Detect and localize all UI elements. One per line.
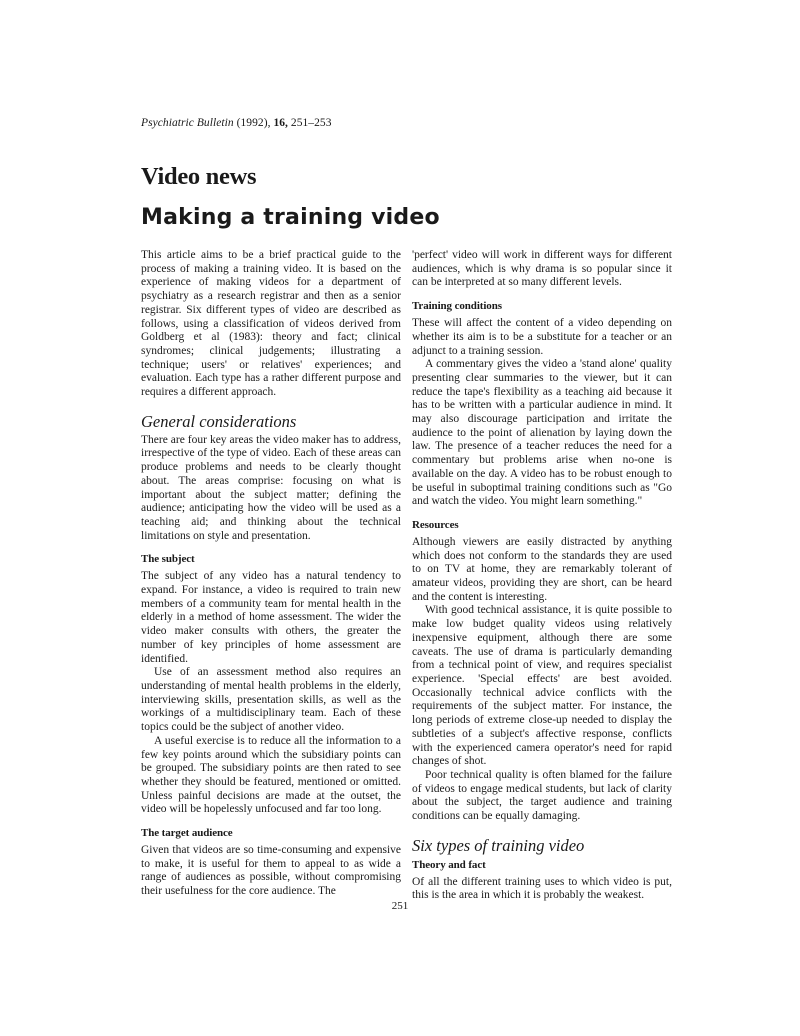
subject-paragraph-1: The subject of any video has a natural tendency to expand. For instance, a video is required to train new members of a community team for mental health in the elderly in a method of home assessment. The wider the video maker consults with others, the greater the number of key principles of home assessment are identified. (141, 570, 401, 665)
theory-and-fact-heading: Theory and fact (412, 858, 486, 871)
resources-paragraph-1: Although viewers are easily distracted by anything which does not conform to the standards they are used to on TV at home, they are remarkably tolerant of amateur videos, providing they are short, can be heard and the content is interesting. (412, 535, 672, 603)
general-considerations-heading: General considerations (141, 411, 297, 431)
theory-paragraph: Of all the different training uses to which video is put, this is the area in which it is probably the weakest. (412, 875, 672, 902)
resources-heading: Resources (412, 518, 459, 531)
journal-volume: 16, (273, 117, 288, 129)
subject-paragraph-3: A useful exercise is to reduce all the information to a few key points around which the subsidiary points can be grouped. The subsidiary points are then rated to see whether they should be featured, mentioned or omitted. Unless painful decisions are made at the outset, the video will be hopelessly unfocused and far too long. (141, 734, 401, 816)
target-audience-heading: The target audience (141, 827, 233, 840)
journal-name: Psychiatric Bulletin (141, 117, 234, 129)
page-number: 251 (391, 900, 409, 912)
resources-paragraph-3: Poor technical quality is often blamed for the failure of videos to engage medical students, but lack of clarity about the subject, the target audience and training conditions can be equally damaging. (412, 768, 672, 823)
six-types-heading: Six types of training video (412, 835, 585, 855)
intro-paragraph: This article aims to be a brief practical guide to the process of making a training video. It is based on the experience of making videos for a department of psychiatry as a research registrar and then as a senior registrar. Six different types of video are described as follows, using a classification of videos derived from Goldberg et al (1983): theory and fact; clinical syndromes; clinical judgements; illustrating a technique; users' or relatives' experiences; and evaluation. Each type has a rather different purpose and requires a different approach. (141, 249, 401, 399)
article-title: Making a training video (141, 205, 440, 230)
conditions-paragraph-2: A commentary gives the video a 'stand alone' quality presenting clear summaries to the viewer, but it can reduce the tape's flexibility as a teaching aid because it has to be written with a particular audience in mind. It may also discourage participation and irritate the audience to the point of alienation by laying down the law. The presence of a teacher reduces the need for a commentary but problems arise when no-one is available on the day. A video has to be robust enough to be useful in suboptimal training conditions such as "Go and watch the video. You might learn something." (412, 358, 672, 508)
journal-pages: 251–253 (290, 117, 332, 129)
subject-heading: The subject (141, 553, 195, 566)
right-column (412, 249, 672, 903)
left-column (141, 249, 401, 899)
section-title: Video news (141, 163, 257, 190)
subject-paragraph-2: Use of an assessment method also requires an understanding of mental health problems in the elderly, interviewing skills, presentation skills, as well as the workings of a multidisciplinary team. Each of these topics could be the subject of another video. (141, 666, 401, 734)
continued-paragraph: 'perfect' video will work in different ways for different audiences, which is why drama is so popular since it can be interpreted at so many different levels. (412, 249, 672, 289)
resources-paragraph-2: With good technical assistance, it is quite possible to make low budget quality videos using relatively inexpensive equipment, although there are some caveats. The use of drama is particularly demanding from a technical point of view, and requires specialist experience. 'Special effects' are best avoided. Occasionally technical advice conflicts with the requirements of the subject matter. For instance, the long periods of extreme close-up needed to display the subtleties of a subject's affective response, conflicts with the experienced camera operator's need for rapid changes of shot. (412, 604, 672, 768)
conditions-paragraph-1: These will affect the content of a video depending on whether its aim is to be a substitute for a teacher or an adjunct to a training session. (412, 317, 672, 357)
training-conditions-heading: Training conditions (412, 300, 502, 313)
audience-paragraph: Given that videos are so time-consuming and expensive to make, it is useful for them to appeal to as wide a range of audiences as possible, without compromising their usefulness for the core audience. The (141, 844, 401, 898)
journal-citation (141, 117, 332, 129)
journal-year: (1992), (236, 117, 271, 129)
general-paragraph: There are four key areas the video maker has to address, irrespective of the type of video. Each of these areas can produce problems and needs to be clearly thought about. The areas comprise: focusing on what is important about the subject matter; defining the audience; anticipating how the video will be used as a teaching aid; and thinking about the technical limitations on style and presentation. (141, 433, 401, 542)
